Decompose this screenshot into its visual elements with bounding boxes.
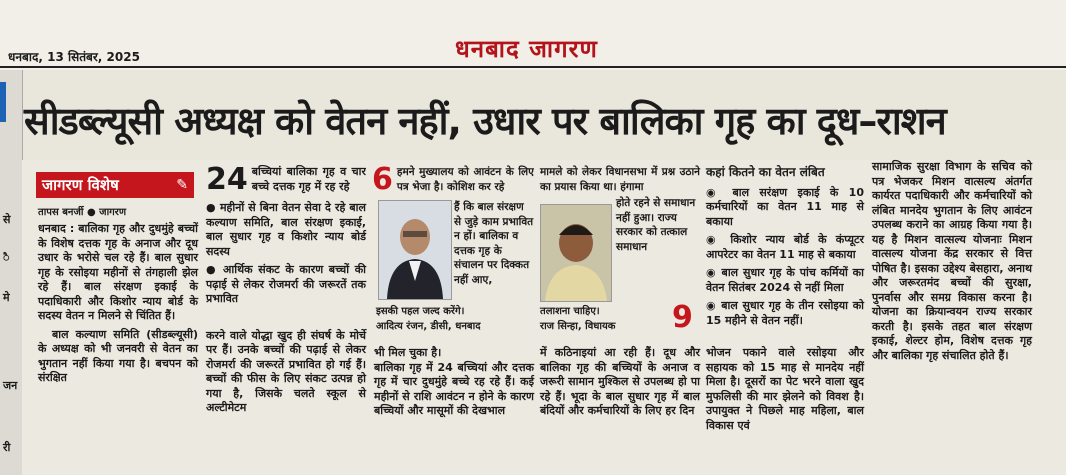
- quote-text: हमने मुख्यालय को आवंटन के लिए पत्र भेजा है। कोशिश कर रहे: [396, 166, 534, 193]
- lead-paragraph: धनबाद : बालिका गृह और दुधमुंहे बच्चों के विशेष दत्तक गृह के अनाज और दूध उधार के भरोसे चल रहे हैं। बाल सुधार गृह के रसोइया महीनों से तंगहाली झेल रहे हैं। बाल संरक्षण इकाई के पदाधिकारी और किशोर न्याय बोर्ड के सदस्य वेतन न मिलने से चिंतित हैं।: [38, 222, 198, 322]
- body-paragraph: बाल कल्याण समिति (सीडब्ल्यूसी) के अध्यक्ष को भी जनवरी से वेतन का भुगतान नहीं किया गया है। बचपन को संरक्षित: [38, 327, 198, 384]
- check-bullet-icon: ◉: [706, 266, 722, 279]
- headline-text: सीडब्ल्यूसी अध्यक्ष को वेतन नहीं, उधार पर बालिका गृह का दूध–राशन: [24, 99, 946, 143]
- pending-item: ◉ किशोर न्याय बोर्ड के कंप्यूटर आपरेटर का वेतन 11 माह से बकाया: [706, 233, 864, 261]
- bullet-point: ● आर्थिक संकट के कारण बच्चों की पढ़ाई से लेकर रोजमर्रा की जरूरतें तक प्रभावित: [206, 263, 366, 305]
- tag-label: जागरण विशेष: [42, 176, 119, 194]
- check-bullet-icon: ◉: [706, 185, 733, 199]
- strip-text: ै: [3, 251, 10, 264]
- quote-side: होते रहने से समाधान नहीं हुआ। राज्य सरकार को तत्काल समाधान: [616, 197, 696, 253]
- strip-text: मे: [3, 291, 10, 304]
- pen-icon: ✎: [176, 177, 188, 193]
- portrait-dc: [379, 201, 451, 299]
- quote-side: हैं कि बाल संरक्षण से जुड़े काम प्रभावित न हों। बालिका व दत्तक गृह के संचालन पर दिक्कत नहीं आए,: [454, 201, 534, 286]
- pending-item: ◉ बाल सुधार गृह के पांच कर्मियों का वेतन सितंबर 2024 से नहीं मिला: [706, 266, 864, 294]
- left-strip: [0, 70, 23, 475]
- body-paragraph: भोजन पकाने वाले रसोइया और सहायक को 15 माह से मानदेय नहीं मिला है। दूसरों का पेट भरने वाला खुद मुफलिसी की मार झेलने को विवश है। उपायुक्त ने पिछले माह महिला, बाल विकास एवं: [706, 346, 864, 432]
- check-bullet-icon: ◉: [706, 233, 731, 246]
- strip-text: री: [3, 441, 11, 454]
- body-paragraph: करने वाले योद्धा खुद ही संघर्ष के मोर्चे पर हैं। उनके बच्चों की पढ़ाई से लेकर रोजमर्रा की जरूरतें प्रभावित हो गई हैं। बच्चों की फीस के लिए संकट उत्पन्न हो गया है, जिसके चलते स्कूल से अल्टीमेटम: [206, 328, 366, 414]
- bullet-point: ● महीनों से बिना वेतन सेवा दे रहे बाल कल्याण समिति, बाल संरक्षण इकाई, बाल सुधार गृह व किशोर न्याय बोर्ड सदस्य: [206, 201, 366, 258]
- pending-salary-title: कहां कितने का वेतन लंबित: [706, 165, 825, 179]
- quote-end: इसकी पहल जल्द करेंगे।: [376, 306, 465, 317]
- portrait-mla: [541, 205, 611, 301]
- photo-mla: [540, 204, 612, 302]
- column-2: [206, 165, 366, 416]
- masthead-rule: [0, 66, 1066, 68]
- quote-mark: 6: [372, 165, 393, 195]
- special-tag: [36, 172, 194, 198]
- column-3: [372, 165, 534, 195]
- body-paragraph: सामाजिक सुरक्षा विभाग के सचिव को पत्र भेजकर मिशन वात्सल्य अंतर्गत कार्यरत पदाधिकारी और कर्मचारियों को लंबित मानदेय भुगतान के लिए आवंटन उपलब्ध कराने का आग्रह किया गया है। यह है मिशन वात्सल्य योजनाः मिशन वात्सल्य योजना केंद्र सरकार से वित्त पोषित है। इसका उद्देश्य बेसहारा, अनाथ और जरूरतमंद बच्चों की सुरक्षा, पुनर्वास और समग्र विकास करना है। योजना का क्रियान्वयन राज्य सरकार करती है। इसके तहत बाल संरक्षण इकाई, शेल्टर होम, विशेष दत्तक गृह और बालिका गृह संचालित होते हैं।: [872, 160, 1032, 362]
- circle-bullet-icon: ●: [206, 201, 220, 214]
- number-caption: बच्चियां बालिका गृह व चार बच्चे दत्तक गृह में रह रहे: [251, 165, 366, 193]
- strip-color-mark: [0, 82, 6, 122]
- paper-name: धनबाद जागरण: [455, 34, 598, 63]
- byline: तापस बनर्जी ● जागरण: [38, 207, 127, 218]
- quote-mark: 9: [672, 300, 693, 335]
- pending-item: ◉ बाल सुधार गृह के तीन रसोइया को 15 महीने से वेतन नहीं।: [706, 299, 864, 327]
- headline: [24, 84, 1064, 156]
- quote-person: राज सिन्हा, विधायक: [540, 321, 616, 332]
- body-paragraph: में कठिनाइयां आ रही हैं। दूध और बालिका गृह की बच्चियों के अनाज व जरूरी सामान मुश्किल से उपलब्ध हो पा रहे हैं। भूदा के बाल सुधार गृह में बाल बंदियों और कर्मचारियों के लिए हर दिन: [540, 346, 700, 417]
- body-paragraph: भी मिल चुका है। बालिका गृह में 24 बच्चियां और दत्तक गृह में चार दुधमुंहे बच्चे रह रहे हैं। कई महीनों से राशि आवंटन न होने के कारण बच्चियों और मासूमों की देखभाल: [374, 346, 534, 417]
- quote-head: मामले को लेकर विधानसभा में प्रश्न उठाने का प्रयास किया था। हंगामा: [540, 166, 700, 193]
- circle-bullet-icon: ●: [206, 263, 224, 276]
- quote-person: आदित्य रंजन, डीसी, धनबाद: [376, 321, 481, 332]
- pending-item: ◉ बाल सरंक्षण इकाई के 10 कर्मचारियों का वेतन 11 माह से बकाया: [706, 185, 864, 228]
- check-bullet-icon: ◉: [706, 299, 722, 312]
- strip-text: से: [3, 213, 11, 226]
- number-24: 24: [206, 165, 248, 195]
- quote-end: तलाशना चाहिए।: [540, 306, 600, 317]
- photo-dc: [378, 200, 452, 300]
- dateline: धनबाद, 13 सितंबर, 2025: [8, 50, 140, 64]
- highlight-number: [206, 165, 366, 195]
- quote-head: [372, 165, 534, 195]
- column-1: [38, 222, 198, 386]
- column-5: [706, 165, 864, 328]
- strip-text: जन: [3, 379, 18, 392]
